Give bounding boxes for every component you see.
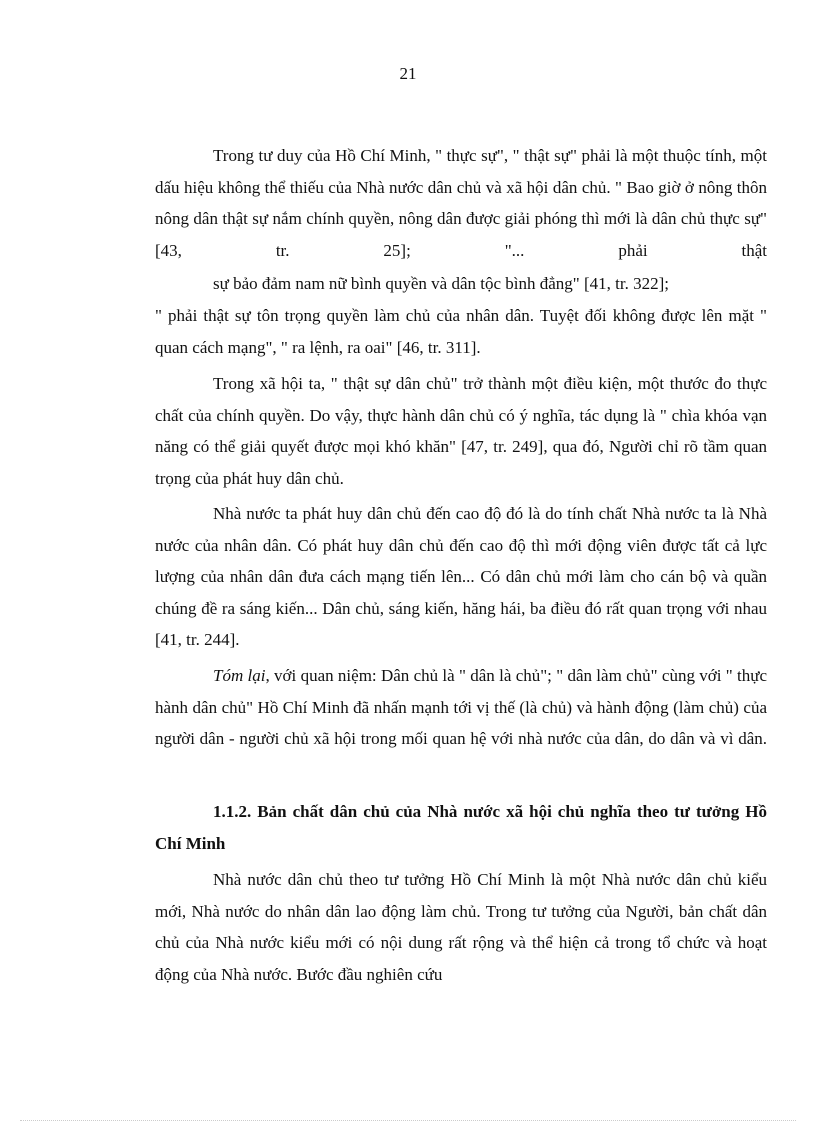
paragraph-1-part-a: Trong tư duy của Hồ Chí Minh, " thực sự", " thật sự" phải là một thuộc tính, một dấu hiệu không thể thiếu của Nhà nước dân chủ và xã hội dân chủ. " Bao giờ ở nông thôn nông dân thật sự nắm chính quyền, nông dân được giải phóng thì mới là dân chủ thực sự" [43, tr. 25]; "... phải thật — [155, 146, 767, 260]
page-number: 21 — [399, 64, 417, 83]
paragraph-1-part-c: " phải thật sự tôn trọng quyền làm chủ của nhân dân. Tuyệt đối không được lên mặt " quan cách mạng", " ra lệnh, ra oai" [46, tr. 311]. — [155, 306, 767, 357]
paragraph-1-part-b: sự bảo đảm nam nữ bình quyền và dân tộc bình đẳng" [41, tr. 322]; — [213, 274, 669, 293]
emphasis-text: Tóm lại — [213, 666, 266, 685]
paragraph-4-text: , với quan niệm: Dân chủ là " dân là chủ"; " dân làm chủ" cùng với " thực hành dân chủ" Hồ Chí Minh đã nhấn mạnh tới vị thế (là chủ) và hành động (làm chủ) của người dân - người chủ xã hội trong mối quan hệ với nhà nước của dân, do dân và vì dân. — [155, 666, 767, 748]
paragraph-2: Trong xã hội ta, " thật sự dân chủ" trở thành một điều kiện, một thước đo thực chất của chính quyền. Do vậy, thực hành dân chủ có ý nghĩa, tác dụng là " chìa khóa vạn năng có thể giải quyết được mọi khó khăn" [47, tr. 249], qua đó, Người chỉ rõ tầm quan trọng của phát huy dân chủ. — [155, 374, 767, 488]
page-bottom-rule — [20, 1120, 796, 1121]
paragraph-4 — [155, 660, 767, 755]
paragraph-5: Nhà nước dân chủ theo tư tưởng Hồ Chí Minh là một Nhà nước dân chủ kiểu mới, Nhà nước do nhân dân lao động làm chủ. Trong tư tưởng của Người, bản chất dân chủ của Nhà nước kiểu mới có nội dung rất rộng và thể hiện cả trong tổ chức và hoạt động của Nhà nước. Bước đầu nghiên cứu — [155, 870, 767, 984]
section-heading: 1.1.2. Bản chất dân chủ của Nhà nước xã hội chủ nghĩa theo tư tưởng Hồ Chí Minh — [155, 802, 767, 853]
paragraph-3: Nhà nước ta phát huy dân chủ đến cao độ đó là do tính chất Nhà nước ta là Nhà nước của nhân dân. Có phát huy dân chủ đến cao độ thì mới động viên được tất cả lực lượng của nhân dân đưa cách mạng tiến lên... Có dân chủ mới làm cho cán bộ và quần chúng đề ra sáng kiến... Dân chủ, sáng kiến, hăng hái, ba điều đó rất quan trọng với nhau [41, tr. 244]. — [155, 504, 767, 649]
